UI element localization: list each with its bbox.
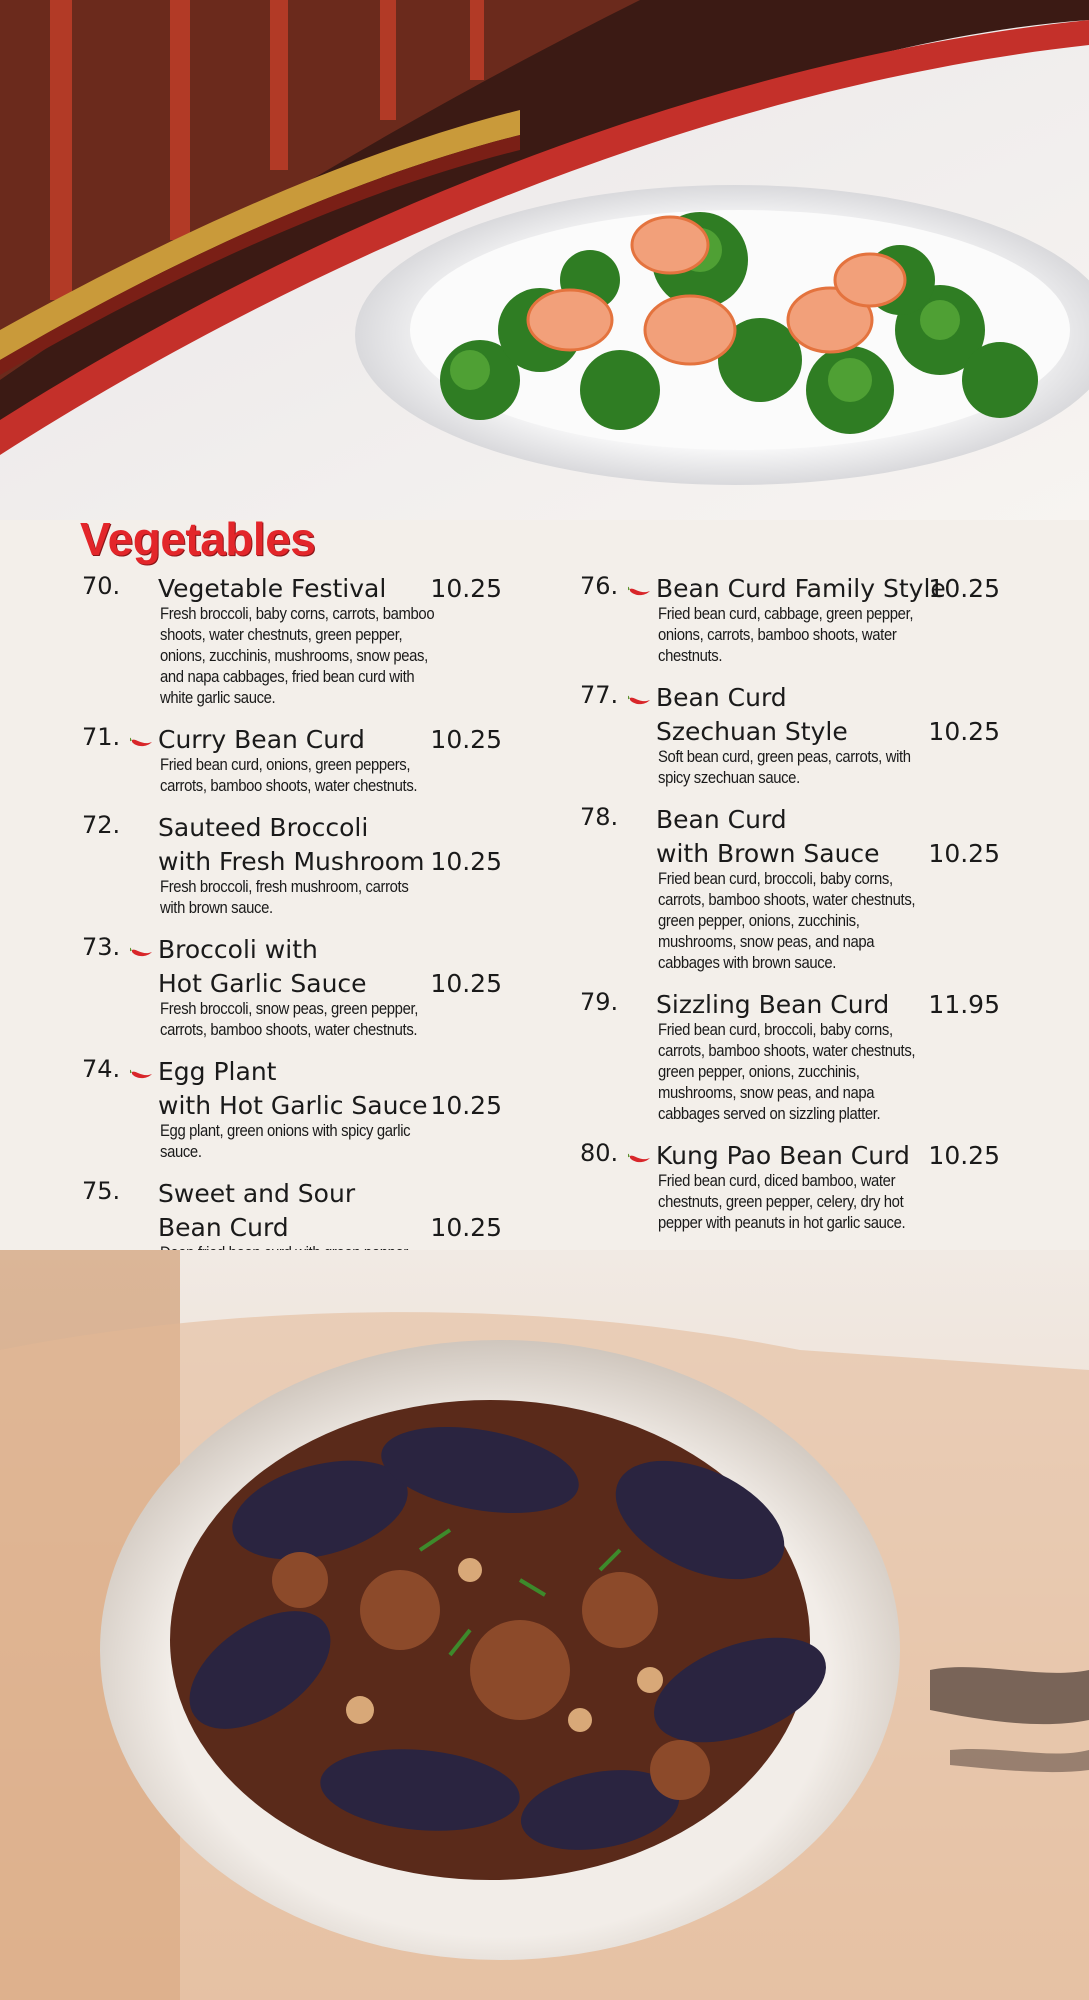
spicy-pepper-icon	[130, 1067, 154, 1079]
item-description: Egg plant, green onions with spicy garlic sauce.	[160, 1122, 411, 1161]
menu-item-header	[580, 572, 1000, 606]
item-name-line: Egg Plant	[158, 1057, 277, 1086]
item-name-line: with Brown Sauce	[656, 839, 880, 868]
item-number: 76.	[580, 572, 619, 600]
item-number: 73.	[82, 933, 121, 961]
item-price: 10.25	[928, 574, 1000, 603]
menu-item-header	[82, 933, 502, 1001]
item-number: 75.	[82, 1177, 121, 1205]
spicy-pepper-icon	[130, 945, 154, 957]
item-price: 10.25	[430, 1213, 502, 1242]
item-number: 78.	[580, 803, 619, 831]
menu-item-header	[580, 988, 1000, 1022]
menu-item-header	[82, 723, 502, 757]
item-name-line: Curry Bean Curd	[158, 725, 365, 754]
item-price: 10.25	[430, 1091, 502, 1120]
item-name-line: Broccoli with	[158, 935, 318, 964]
item-name-line: Sizzling Bean Curd	[656, 990, 890, 1019]
item-price: 10.25	[430, 969, 502, 998]
item-price: 10.25	[928, 1141, 1000, 1170]
item-number: 71.	[82, 723, 121, 751]
item-name-line: with Hot Garlic Sauce	[158, 1091, 428, 1120]
spicy-pepper-icon	[130, 735, 154, 747]
menu-column-left	[82, 572, 502, 1320]
item-price: 10.25	[430, 574, 502, 603]
item-description: Fried bean curd, diced bamboo, water chestnuts, green pepper, celery, dry hot pepper with peanuts in hot garlic sauce.	[658, 1172, 906, 1232]
menu-item-header	[580, 803, 1000, 871]
item-description: Fried bean curd, onions, green peppers, carrots, bamboo shoots, water chestnuts.	[160, 756, 418, 795]
item-number: 77.	[580, 681, 619, 709]
menu-item	[82, 1055, 502, 1163]
item-description: Fried bean curd, broccoli, baby corns, carrots, bamboo shoots, water chestnuts, green pepper, onions, zucchinis, mushrooms, snow peas, and napa cabbages with brown sauce.	[658, 870, 916, 972]
item-description: Fried bean curd, broccoli, baby corns, carrots, bamboo shoots, water chestnuts, green pepper, onions, zucchinis, mushrooms, snow peas, and napa cabbages served on sizzling platter.	[658, 1021, 916, 1123]
item-name-line: Kung Pao Bean Curd	[656, 1141, 910, 1170]
item-description: Fresh broccoli, baby corns, carrots, bamboo shoots, water chestnuts, green pepper, onions, zucchinis, mushrooms, snow peas, and napa cabbages, fried bean curd with white garlic sauce.	[160, 605, 435, 707]
item-name-line: Hot Garlic Sauce	[158, 969, 367, 998]
item-price: 11.95	[928, 990, 1000, 1019]
menu-item	[580, 803, 1000, 974]
item-price: 10.25	[430, 847, 502, 876]
menu-item-header	[82, 811, 502, 879]
item-name-line: Bean Curd	[158, 1213, 289, 1242]
menu-item	[82, 933, 502, 1041]
item-description: Soft bean curd, green peas, carrots, with spicy szechuan sauce.	[658, 748, 911, 787]
spicy-pepper-icon	[628, 584, 652, 596]
item-name-line: with Fresh Mushroom	[158, 847, 425, 876]
item-number: 70.	[82, 572, 121, 600]
eggplant-dish-photo	[0, 1250, 1089, 2000]
menu-item-header	[82, 1055, 502, 1123]
item-description: Fried bean curd, cabbage, green pepper, onions, carrots, bamboo shoots, water chestnuts.	[658, 605, 914, 665]
menu-item	[82, 811, 502, 919]
item-name-line: Vegetable Festival	[158, 574, 387, 603]
menu-item	[580, 681, 1000, 789]
item-price: 10.25	[430, 725, 502, 754]
menu-item-header	[580, 681, 1000, 749]
menu-column-right	[580, 572, 1000, 1248]
menu-item	[82, 572, 502, 709]
item-name-line: Sweet and Sour	[158, 1179, 356, 1208]
item-description: Fresh broccoli, fresh mushroom, carrots with brown sauce.	[160, 878, 409, 917]
item-description: Fresh broccoli, snow peas, green pepper, carrots, bamboo shoots, water chestnuts.	[160, 1000, 419, 1039]
item-name-line: Bean Curd	[656, 683, 787, 712]
menu-item	[580, 1139, 1000, 1234]
item-name-line: Szechuan Style	[656, 717, 848, 746]
item-number: 80.	[580, 1139, 619, 1167]
shrimp-broccoli-photo	[0, 0, 1089, 520]
spicy-pepper-icon	[628, 1151, 652, 1163]
menu-item	[580, 572, 1000, 667]
item-price: 10.25	[928, 839, 1000, 868]
item-name-line: Bean Curd	[656, 805, 787, 834]
menu-item	[580, 988, 1000, 1125]
item-number: 74.	[82, 1055, 121, 1083]
menu-item-header	[580, 1139, 1000, 1173]
item-name-line: Sauteed Broccoli	[158, 813, 369, 842]
item-number: 79.	[580, 988, 619, 1016]
spicy-pepper-icon	[628, 693, 652, 705]
section-title: Vegetables	[80, 513, 316, 565]
item-price: 10.25	[928, 717, 1000, 746]
menu-item-header	[82, 572, 502, 606]
menu-item	[82, 723, 502, 797]
item-number: 72.	[82, 811, 121, 839]
item-name-line: Bean Curd Family Style	[656, 574, 946, 603]
menu-item-header	[82, 1177, 502, 1245]
